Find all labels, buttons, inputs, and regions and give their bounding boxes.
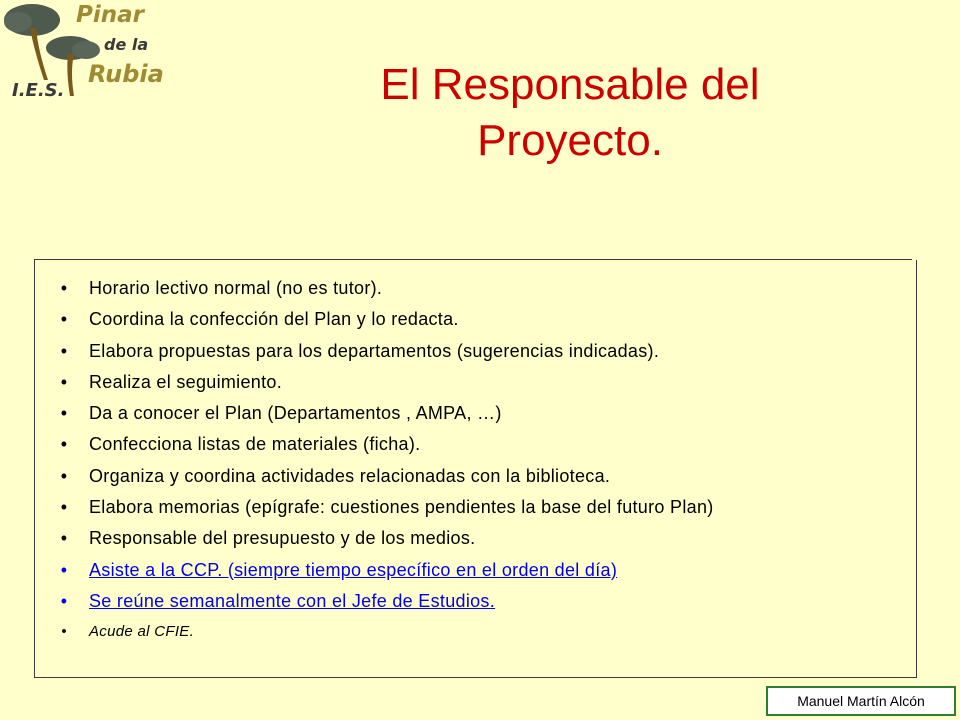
list-item: • Organiza y coordina actividades relacionadas con la biblioteca. (53, 466, 913, 486)
list-item-link-ccp[interactable] (53, 560, 913, 580)
school-logo (0, 0, 170, 110)
list-item: • Coordina la confección del Plan y lo redacta. (53, 309, 913, 329)
bullet-icon: • (60, 528, 68, 549)
jefe-estudios-link[interactable]: Se reúne semanalmente con el Jefe de Estudios. (89, 590, 496, 611)
list-item: • Realiza el seguimiento. (53, 372, 913, 392)
bullet-icon: • (60, 340, 68, 361)
bullet-icon: • (60, 403, 68, 424)
list-item: • Da a conocer el Plan (Departamentos , AMPA, …) (53, 403, 913, 423)
logo-pinar-text: Pinar (76, 2, 144, 28)
bullet-icon: • (60, 278, 68, 298)
ccp-link[interactable]: Asiste a la CCP. (siempre tiempo específico en el orden del día) (89, 559, 618, 580)
bullet-icon: • (60, 465, 68, 486)
author-footer: Manuel Martín Alcón (766, 686, 956, 716)
list-item: • Responsable del presupuesto y de los medios. (53, 528, 913, 548)
bullet-icon: • (60, 559, 68, 580)
bullet-icon: • (60, 497, 68, 518)
logo-dela-text: de la (104, 35, 149, 54)
bullet-icon: • (60, 371, 68, 392)
list-item: • Elabora propuestas para los departamentos (sugerencias indicadas). (53, 341, 913, 361)
list-item: • Elabora memorias (epígrafe: cuestiones pendientes la base del futuro Plan) (53, 497, 913, 517)
list-item: • Horario lectivo normal (no es tutor). (53, 278, 913, 298)
bullet-list-box (34, 260, 917, 678)
bullet-list (53, 278, 913, 654)
bullet-icon: • (60, 309, 68, 330)
bullet-icon: • (60, 434, 68, 455)
list-item: • Confecciona listas de materiales (ficha). (53, 434, 913, 454)
slide-title (280, 57, 860, 169)
list-item: • Acude al CFIE. (53, 622, 913, 642)
bullet-icon: • (60, 590, 68, 611)
logo-ies-text: I.E.S. (12, 80, 65, 101)
logo-rubia-text: Rubia (88, 60, 164, 88)
title-line-1: El Responsable del (380, 60, 760, 110)
bullet-icon: • (61, 623, 67, 641)
list-item-link-jefe-estudios[interactable] (53, 591, 913, 611)
title-line-2: Proyecto. (477, 116, 663, 166)
